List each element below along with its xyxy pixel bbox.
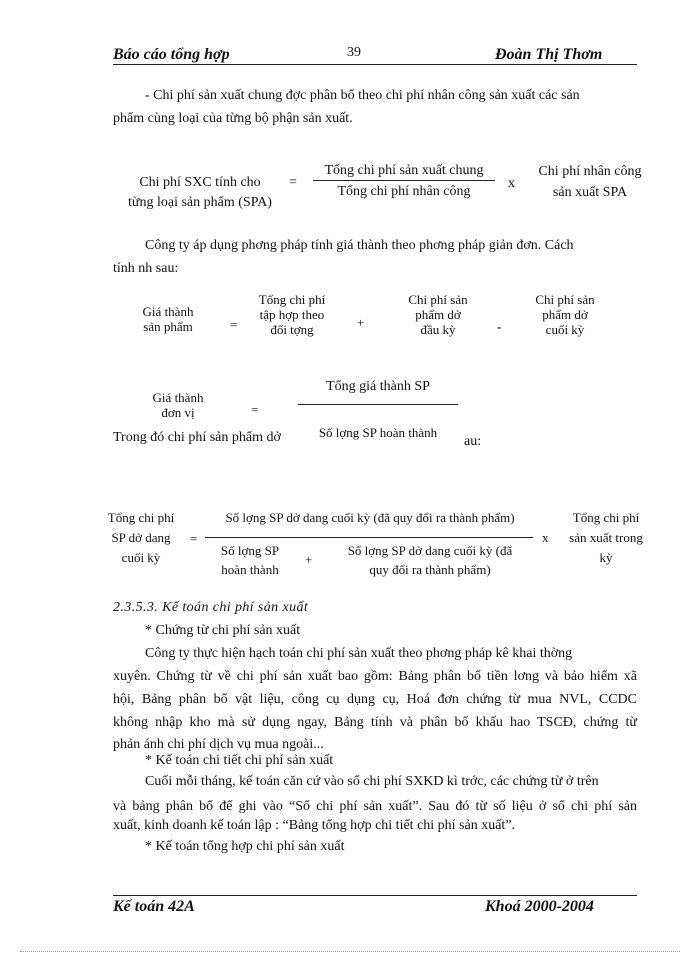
formula4-lhs-line3: cuối kỳ: [121, 550, 161, 565]
formula2-lhs-line1: Giá thành: [142, 304, 194, 319]
formula3-numerator: Tổng giá thành SP: [326, 379, 430, 394]
formula3-trailing-left: Trong đó chi phí sản phẩm dở: [113, 430, 281, 445]
formula1-numerator: Tổng chi phí sản xuất chung: [324, 163, 484, 178]
formula1-rhs-line1: Chi phí nhân công: [538, 164, 642, 179]
method-line-1: Công ty áp dụng phơng pháp tính giá thành theo phơng pháp giản đơn. Cách: [145, 238, 574, 253]
formula4-rhs-line2: sản xuất trong: [569, 530, 643, 545]
footer-rule: [113, 895, 637, 896]
formula1-lhs-line1: Chi phí SXC tính cho: [139, 175, 261, 190]
formula2-term2-line3: đầu kỳ: [420, 322, 456, 337]
footer-left: Kế toán 42A: [113, 898, 195, 915]
section-bullet-1: * Chứng từ chi phí sản xuất: [145, 623, 301, 638]
page-bottom-edge: [20, 951, 680, 952]
formula4-den-b-line2: quy đổi ra thành phẩm): [369, 562, 491, 577]
formula1-fraction-bar: [313, 180, 495, 181]
section-p1-line3: hội, Bảng phân bổ vật liệu, công cụ dụng cụ, Hoá đơn chứng từ mua NVL, CCDC: [113, 692, 637, 707]
formula3-equals: =: [251, 402, 259, 417]
formula3-fraction-bar: [298, 404, 458, 405]
header-right: Đoàn Thị Thơm: [495, 46, 603, 63]
formula4-times: x: [542, 530, 549, 545]
formula2-minus: -: [497, 319, 502, 334]
formula4-lhs-line1: Tổng chi phí: [107, 510, 175, 525]
formula3-lhs-line2: đơn vị: [161, 405, 195, 420]
section-p2-line2: và bảng phân bổ để ghi vào “Sổ chi phí sản xuất”. Sau đó từ số liệu ở sổ chi phí sản: [113, 799, 637, 814]
section-p2-line3: xuất, kinh doanh kế toán lập : “Bảng tổng hợp chi tiết chi phí sản xuất”.: [113, 818, 516, 833]
section-heading: 2.3.5.3. Kế toán chi phí sản xuất: [113, 600, 309, 615]
header-left: Báo cáo tổng hợp: [113, 46, 230, 63]
formula4-den-a-line2: hoàn thành: [221, 562, 279, 577]
formula4-numerator: Số lợng SP dở dang cuối kỳ (đã quy đổi ra thành phẩm): [225, 510, 515, 525]
formula4-lhs-line2: SP dở dang: [111, 530, 171, 545]
formula1-rhs-line2: sản xuất SPA: [552, 185, 628, 200]
header-rule: [113, 64, 637, 65]
section-bullet-2: * Kế toán chi tiết chi phí sản xuất: [145, 753, 334, 768]
formula1-times: x: [508, 176, 515, 191]
formula4-equals: =: [190, 531, 198, 546]
formula2-term1-line2: tập hợp theo: [259, 307, 325, 322]
section-p1-line5: phản ánh chi phí dịch vụ mua ngoài...: [113, 737, 324, 752]
intro-line-1: - Chi phí sản xuất chung đợc phân bổ theo chi phí nhân công sản xuất các sản: [145, 88, 580, 103]
formula1-equals: =: [289, 175, 297, 190]
section-bullet-3: * Kế toán tổng hợp chi phí sản xuất: [145, 839, 345, 854]
formula3-trailing-right: au:: [464, 434, 482, 449]
section-p1-line1: Công ty thực hiện hạch toán chi phí sản xuất theo phơng pháp kê khai thờng: [145, 646, 573, 661]
formula2-lhs-line2: sản phẩm: [143, 319, 193, 334]
formula2-plus: +: [357, 315, 365, 330]
section-p1-line2: xuyên. Chứng từ về chi phí sản xuất bao gồm: Bảng phân bổ tiền lơng và bảo hiểm xã: [113, 669, 637, 684]
formula2-term1-line3: đối tợng: [270, 322, 314, 337]
formula1-lhs-line2: từng loại sản phẩm (SPA): [128, 195, 272, 210]
formula2-equals: =: [230, 317, 238, 332]
formula2-term1-line1: Tổng chi phí: [258, 292, 326, 307]
formula4-rhs-line1: Tổng chi phí: [572, 510, 640, 525]
formula3-denominator: Số lợng SP hoàn thành: [318, 425, 438, 440]
formula2-term2-line2: phẩm dở: [415, 307, 461, 322]
formula4-rhs-line3: kỳ: [599, 550, 613, 565]
intro-line-2: phẩm cùng loại của từng bộ phận sản xuất.: [113, 111, 353, 126]
section-p2-line1: Cuối mỗi tháng, kế toán căn cứ vào sổ chi phí SXKD kì trớc, các chứng từ ở trên: [145, 774, 599, 789]
formula4-den-a-line1: Số lợng SP: [220, 543, 280, 558]
formula1-denominator: Tổng chi phí nhân công: [337, 184, 471, 199]
method-line-2: tính nh sau:: [113, 261, 179, 276]
page-number: 39: [347, 45, 361, 60]
formula2-term3-line3: cuối kỳ: [545, 322, 585, 337]
formula4-fraction-bar: [205, 537, 533, 538]
section-p1-line4: không nhập kho mà sử dụng ngay, Bảng tính và phân bổ khấu hao TSCĐ, chứng từ: [113, 715, 637, 730]
footer-right: Khoá 2000-2004: [485, 898, 594, 915]
formula3-lhs-line1: Giá thành: [152, 390, 204, 405]
formula2-term2-line1: Chi phí sản: [408, 292, 468, 307]
formula4-den-plus: +: [305, 552, 313, 567]
formula2-term3-line1: Chi phí sản: [535, 292, 595, 307]
formula2-term3-line2: phẩm dở: [542, 307, 588, 322]
formula4-den-b-line1: Số lợng SP dở dang cuối kỳ (đã: [347, 543, 513, 558]
